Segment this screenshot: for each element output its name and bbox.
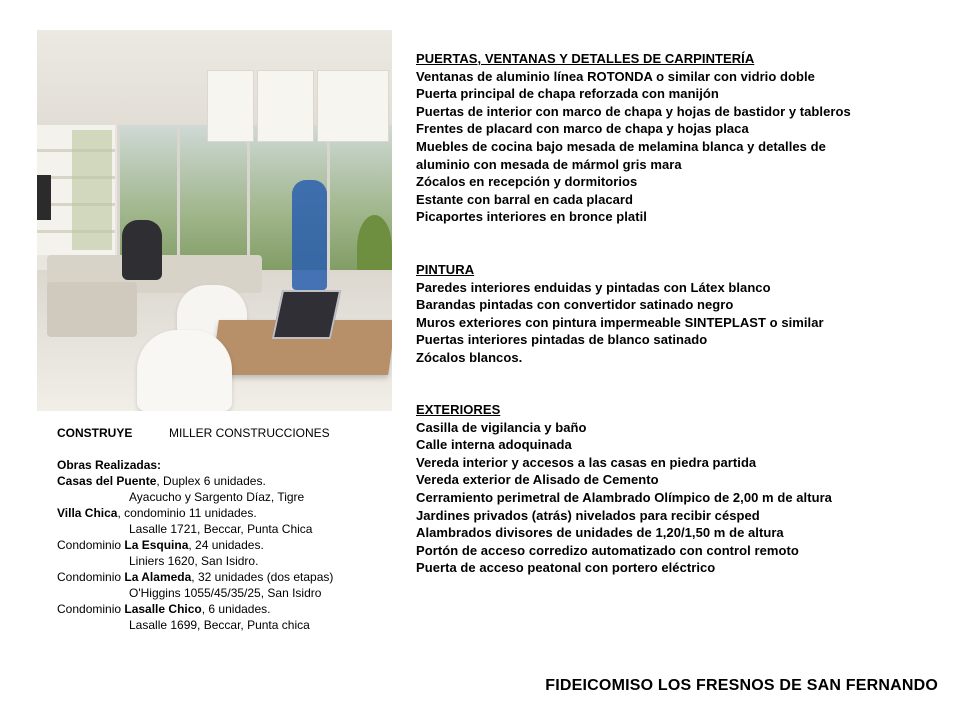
spec-line: Jardines privados (atrás) nivelados para recibir césped <box>416 507 760 523</box>
spec-line: Zócalos blancos. <box>416 349 523 365</box>
spec-line: Vereda interior y accesos a las casas en piedra partida <box>416 454 757 470</box>
render-person-standing <box>292 180 327 290</box>
spec-line: Cerramiento perimetral de Alambrado Olímpico de 2,00 m de altura <box>416 489 832 505</box>
project-prefix: Condominio <box>57 570 125 584</box>
render-tv <box>37 175 51 220</box>
project-name: Villa Chica <box>57 506 118 520</box>
project-address: O'Higgins 1055/45/35/25, San Isidro <box>129 586 322 600</box>
render-person-seated <box>122 220 162 280</box>
project-address: Ayacucho y Sargento Díaz, Tigre <box>129 490 305 504</box>
render-shelf-back <box>72 130 112 250</box>
render-laptop <box>272 290 341 339</box>
project-item <box>57 505 387 521</box>
builder-name: MILLER CONSTRUCCIONES <box>169 426 330 440</box>
render-blind <box>207 70 254 142</box>
render-sofa-seat <box>47 282 137 337</box>
spec-line: Ventanas de aluminio línea ROTONDA o similar con vidrio doble <box>416 68 815 84</box>
spec-line: Portón de acceso corredizo automatizado con control remoto <box>416 542 799 558</box>
project-detail: , condominio 11 unidades. <box>117 506 257 520</box>
project-prefix: Condominio <box>57 602 125 616</box>
spec-line: Estante con barral en cada placard <box>416 191 634 207</box>
spec-line: Vereda exterior de Alisado de Cemento <box>416 472 659 488</box>
render-blind <box>317 70 389 142</box>
section-carpinteria <box>416 50 851 226</box>
spec-line: Calle interna adoquinada <box>416 437 572 453</box>
builder-info <box>57 425 387 633</box>
project-detail: , 32 unidades (dos etapas) <box>191 570 334 584</box>
interior-render-image <box>37 30 392 411</box>
spec-line: Puerta principal de chapa reforzada con manijón <box>416 86 719 102</box>
spec-line: Picaportes interiores en bronce platil <box>416 209 647 225</box>
spec-line: Alambrados divisores de unidades de 1,20/1,50 m de altura <box>416 525 784 541</box>
spec-line: Casilla de vigilancia y baño <box>416 419 587 435</box>
project-detail: , Duplex 6 unidades. <box>156 474 266 488</box>
spec-line: Muros exteriores con pintura impermeable SINTEPLAST o similar <box>416 314 824 330</box>
obras-title: Obras Realizadas: <box>57 458 162 472</box>
render-window <box>177 125 250 275</box>
project-address: Lasalle 1721, Beccar, Punta Chica <box>129 522 313 536</box>
section-heading: PINTURA <box>416 262 475 277</box>
section-heading: EXTERIORES <box>416 402 501 417</box>
project-address: Liniers 1620, San Isidro. <box>129 554 259 568</box>
spec-line: Zócalos en recepción y dormitorios <box>416 174 638 190</box>
render-blind <box>257 70 314 142</box>
spec-line: Puertas interiores pintadas de blanco satinado <box>416 332 708 348</box>
construye-row <box>57 425 387 441</box>
project-title: FIDEICOMISO LOS FRESNOS DE SAN FERNANDO <box>545 677 938 694</box>
project-item <box>57 569 387 585</box>
project-address: Lasalle 1699, Beccar, Punta chica <box>129 618 310 632</box>
spec-line: Frentes de placard con marco de chapa y hojas placa <box>416 121 749 137</box>
project-item <box>57 473 387 489</box>
project-item <box>57 537 387 553</box>
render-chair <box>137 330 232 411</box>
section-exteriores <box>416 401 832 577</box>
project-name: Lasalle Chico <box>124 602 202 616</box>
project-detail: , 6 unidades. <box>201 602 271 616</box>
spec-line: Puertas de interior con marco de chapa y hojas de bastidor y tableros <box>416 103 851 119</box>
spec-line: Muebles de cocina bajo mesada de melamina blanca y detalles de <box>416 138 826 154</box>
construye-label: CONSTRUYE <box>57 426 133 440</box>
project-name: Casas del Puente <box>57 474 157 488</box>
spec-line: Paredes interiores enduidas y pintadas con Látex blanco <box>416 279 771 295</box>
project-name: La Esquina <box>124 538 189 552</box>
section-pintura <box>416 261 824 367</box>
project-detail: , 24 unidades. <box>188 538 264 552</box>
spec-line: Puerta de acceso peatonal con portero eléctrico <box>416 560 716 576</box>
spec-line: Barandas pintadas con convertidor satinado negro <box>416 297 734 313</box>
spec-line: aluminio con mesada de mármol gris mara <box>416 156 682 172</box>
project-prefix: Condominio <box>57 538 125 552</box>
project-name: La Alameda <box>124 570 192 584</box>
project-item <box>57 601 387 617</box>
section-heading: PUERTAS, VENTANAS Y DETALLES DE CARPINTERÍA <box>416 51 755 66</box>
